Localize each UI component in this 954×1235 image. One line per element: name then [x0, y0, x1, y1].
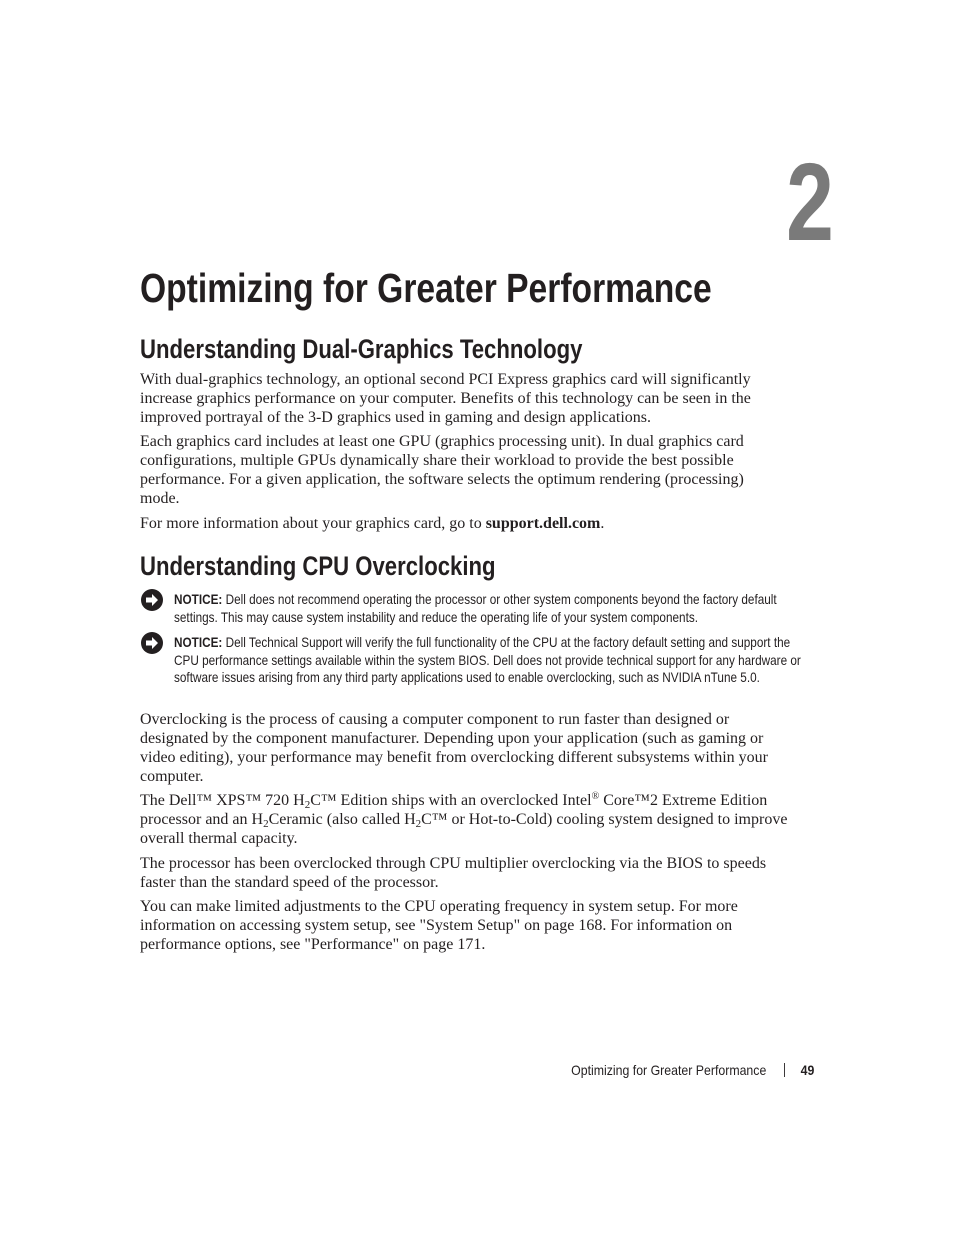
notice-label: NOTICE:	[174, 591, 223, 607]
notice-text: Dell does not recommend operating the processor or other system components beyond the factory default settings. This may cause system instability and reduce the operating life of your system components.	[174, 591, 777, 625]
text-run: Ceramic (also called H	[268, 811, 416, 828]
section-heading-dual-graphics: Understanding Dual-Graphics Technology	[140, 334, 583, 364]
chapter-title: Optimizing for Greater Performance	[140, 265, 712, 311]
subscript: 2	[304, 799, 311, 811]
text-run: Core™2 Extreme Edition processor and an H	[140, 792, 768, 828]
paragraph-more-info	[140, 514, 790, 533]
footer-divider	[784, 1063, 785, 1077]
paragraph-multiplier: The processor has been overclocked through CPU multiplier overclocking via the BIOS to speeds faster than the standard speed of the processor.	[140, 855, 767, 891]
notice-technical-support	[174, 634, 812, 687]
notice-text: Dell Technical Support will verify the full functionality of the CPU at the factory default setting and support the CPU performance settings available within the system BIOS. Dell does not provide technical support for any hardware or software issues arising from any third party applications used to enable overclocking, such as NVIDIA nTune 5.0.	[174, 634, 801, 685]
subscript: 2	[415, 818, 422, 830]
paragraph-gpu: Each graphics card includes at least one GPU (graphics processing unit). In dual graphics card configurations, multiple GPUs dynamically share their workload to provide the best possible performance. For a given application, the software selects the optimum rendering (processing) mode.	[140, 433, 744, 507]
page-footer	[571, 1062, 814, 1078]
page-number: 49	[800, 1062, 814, 1078]
paragraph-overclocking-definition: Overclocking is the process of causing a computer component to run faster than designed or designated by the component manufacturer. Depending upon your application (such as gaming or video editing), your performance may benefit from overclocking different subsystems within your computer.	[140, 711, 768, 785]
text-run: C™ Edition ships with an overclocked Intel	[310, 792, 592, 809]
notice-label: NOTICE:	[174, 634, 223, 650]
paragraph-dual-graphics-intro: With dual-graphics technology, an optional second PCI Express graphics card will significantly increase graphics performance on your computer. Benefits of this technology can be seen in the improved portrayal of the 3-D graphics used in gaming and design applications.	[140, 371, 751, 426]
paragraph-xps-edition	[140, 791, 788, 848]
support-link[interactable]: support.dell.com	[485, 515, 601, 532]
chapter-number: 2	[786, 141, 834, 264]
notice-arrow-icon	[141, 589, 163, 611]
section-heading-cpu-overclocking: Understanding CPU Overclocking	[140, 551, 496, 581]
text-run: C™ or Hot-to-Cold) cooling system designed to improve overall thermal capacity.	[140, 811, 788, 847]
more-info-text: For more information about your graphics card, go to	[140, 515, 486, 532]
registered-mark: ®	[591, 791, 600, 802]
notice-arrow-icon	[141, 632, 163, 654]
notice-overclocking-warning	[174, 591, 812, 626]
footer-title: Optimizing for Greater Performance	[570, 1062, 766, 1078]
more-info-suffix: .	[600, 515, 605, 532]
paragraph-adjustments: You can make limited adjustments to the CPU operating frequency in system setup. For more information on accessing system setup, see "System Setup" on page 168. For information on performance options, see "Performance" on page 171.	[140, 898, 738, 953]
subscript: 2	[263, 818, 269, 830]
text-run: The Dell™ XPS™ 720 H	[140, 792, 305, 809]
